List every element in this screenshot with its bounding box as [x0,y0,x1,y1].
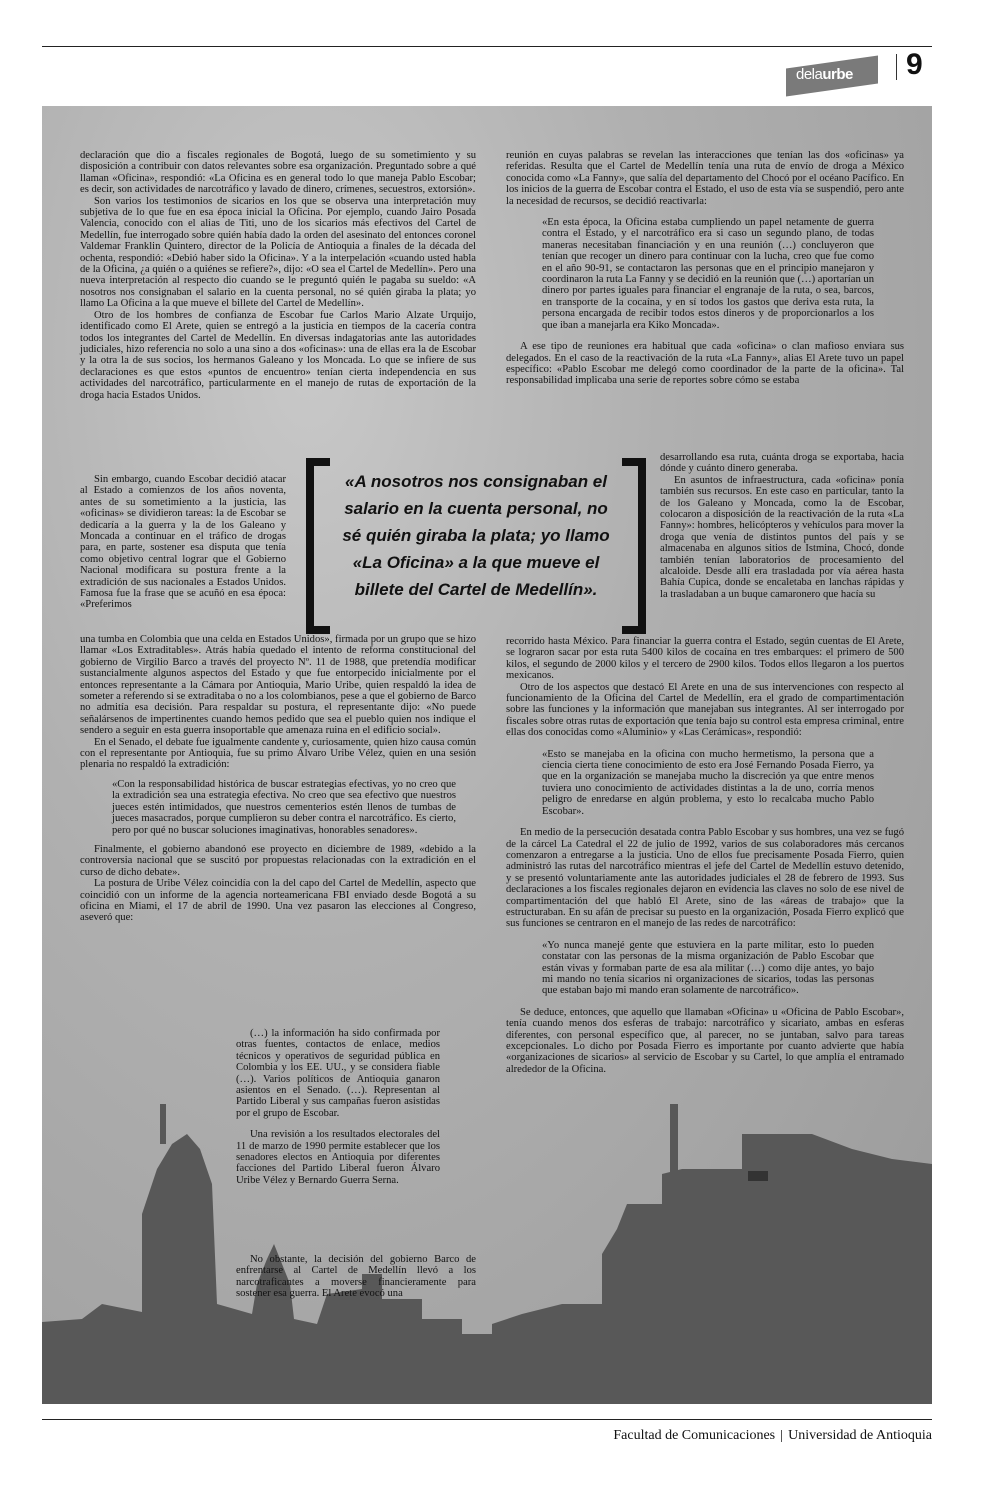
paragraph: En asuntos de infraestructura, cada «oficina» ponía también sus recursos. En este caso en particular, tanto la de los Galeano y Moncada, como la de Escobar, colocaron a disposición de la reactivación de la ruta «La Fanny»: hombres, helicópteros y vehículos para mover la droga que venía de distintos puntos del país y se almacenaba en algunos sitios de Istmina, Chocó, donde también tenían laboratorios de procesamiento del alcaloide. Desde allí era trasladada por vía aérea hasta Bahía Cupica, donde se encaletaba en lanchas rápidas y la trasladaban a un buque camaronero que hacía su [660,474,904,600]
right-bracket [622,458,646,634]
paragraph: A ese tipo de reuniones era habitual que cada «oficina» o clan mafioso enviara sus delegados. En el caso de la reactivación de la ruta «La Fanny», alias El Arete tuvo un papel específico: «Pablo Escobar me delegó como coordinador de la parte de la oficina». Tal responsabilidad implicaba una serie de reportes sobre cómo se estaba [506,341,904,387]
paragraph: En el Senado, el debate fue igualmente candente y, curiosamente, quien hizo causa común con el representante por Antioquia, fue su primo Álvaro Uribe Vélez, quien en una sesión plenaria no respaldó la extradición: [80,736,476,771]
left-bracket [306,458,330,634]
footer [613,1428,932,1444]
paragraph: Son varios los testimonios de sicarios en los que se observa una interpretación muy subjetiva de lo que fue en esa época inicial la Oficina. Por ejemplo, cuando Jairo Posada Valencia, conocido con el alias de Titi, uno de los sicarios más efectivos del Cartel de Medellín, fue interrogado sobre quién había dado la orden del asesinato del entonces coronel Valdemar Franklin Quintero, director de la Policía de Antioquia a finales de la década del ochenta, respondió: «Debió haber sido la Oficina». Y a la interpelación «cuando usted habla de la Oficina, ¿a quién o a quiénes se refiere?», dijo: «O sea el Cartel de Medellín». Pero una nueva interpretación al respecto dio cuando se le preguntó quién le pagaba su sueldo: «A nosotros nos consignaban el salario en la cuenta personal, no sé quién giraba la plata; yo llamo La Oficina a la que mueve el billete del Cartel de Medellín». [80,195,476,310]
bottom-rule [42,1419,932,1420]
right-column-lower [506,636,904,1075]
block-quote: Una revisión a los resultados electorales del 11 de marzo de 1990 permite establecer que los senadores electos en Antioquia por diferentes facciones del Partido Liberal fueron Álvaro Uribe Vélez y Bernardo Guerra Serna. [236,1129,440,1186]
delaurbe-logo: delaurbe [786,52,886,96]
paragraph: Otro de los aspectos que destacó El Arete en una de sus intervenciones con respecto al funcionamiento de la Oficina del Cartel de Medellín, era el grado de compartimentación sobre las funciones y la información que manejaban sus integrantes. Al ser interrogado por fiscales sobre otras rutas de exportación que tenía bajo su control esta empresa criminal, entre ellas dos conocidas como «Aluminio» y «Las Cerámicas», respondió: [506,681,904,739]
pull-quote [306,458,646,618]
paragraph: No obstante, la decisión del gobierno Barco de enfrentarse al Cartel de Medellín llevó a los narcotraficantes a moverse financieramente para sostener esa guerra. El Arete evocó una [236,1254,476,1300]
paragraph: Finalmente, el gobierno abandonó ese proyecto en diciembre de 1989, «debido a la controversia nacional que se suscitó por propuestas relacionadas con la extradición en el curso de dicho debate». [80,843,476,878]
block-quote: «Yo nunca manejé gente que estuviera en la parte militar, esto lo pueden constatar con las personas de la misma organización de Pablo Escobar que están vivas y formaban parte de esa ala militar (…) como dije antes, yo bajo mi mando no tenía sicarios ni organizaciones de sicarios, todas las personas que estaban bajo mi mando eran solamente de narcotráfico». [542,939,874,997]
paragraph: declaración que dio a fiscales regionales de Bogotá, luego de su sometimiento y su disposición a contribuir con datos relevantes sobre esa organización. Preguntado sobre a qué llaman «Oficina», respondió: «La Oficina es en general todo lo que maneja Pablo Escobar; es decir, son actividades de narcotráfico y lavado de dinero, crímenes, secuestros, extorsión». [80,150,476,196]
paragraph: reunión en cuyas palabras se revelan las interacciones que tenían las dos «oficinas» ya referidas. Resulta que el Cartel de Medellín tenía una ruta de envío de droga a México conocida como «La Fanny», que salía del departamento del Chocó por el océano Pacífico. En los inicios de la guerra de Escobar contra el Estado, el uso de esta vía se suspendió, pero ante la necesidad de recursos, se decidió reactivarla: [506,150,904,207]
header-separator [896,54,897,80]
footer-university: Universidad de Antioquia [788,1428,932,1443]
pull-quote-text: «A nosotros nos consignaban el salario en la cuenta personal, no sé quién giraba la plata; yo llamo «La Oficina» a la que mueve el billete del Cartel de Medellín». [342,472,610,599]
right-column [506,150,904,387]
paragraph: Se deduce, entonces, que aquello que llamaban «Oficina» u «Oficina de Pablo Escobar», tenía cuando menos dos esferas de trabajo: narcotráfico y sicariato, ambas en esferas diferentes, con personal específico que, al parecer, no se juntaban, salvo para tareas excepcionales. Lo dicho por Posada Fierro es importante por cuanto advierte que había «organizaciones de sicarios» al servicio de Escobar y su Cartel, lo que amplía el entramado alrededor de la Oficina. [506,1006,904,1075]
left-column-lower [80,634,476,924]
block-quote: «Esto se manejaba en la oficina con mucho hermetismo, la persona que a ciencia cierta tiene conocimiento de esto era José Fernando Posada Fierro, ya que en la organización se manejaba mucho la discreción ya que entre menos tuviera uno conocimiento de actividades distintas a la de uno, corría menos peligro de enredarse en algún problema, y esto lo recalcaba mucho Pablo Escobar». [542,748,874,817]
paragraph: una tumba en Colombia que una celda en Estados Unidos», firmada por un grupo que se hizo llamar «Los Extraditables». Atrás había quedado el intento de reforma constitucional del gobierno de Virgilio Barco a través del proyecto Nº. 11 de 1988, que pretendía modificar sustancialmente algunos aspectos del Estado y que fue entorpecido inicialmente por el entonces representante a la Cámara por Antioquia, Mario Uribe, quien respaldó la idea de someter a referendo si se extraditaba o no a los colombianos, pese a que el gobierno de Barco no admitía esa decisión. Para respaldar su postura, el representante dijo: «No puede señalársenos de impertinentes cuando hemos pedido que sea el pueblo quien nos indique el sendero a seguir en esta guerra insoportable que amenaza ruina en el edificio social». [80,634,476,737]
page-number: 9 [906,48,923,81]
left-quote-column [236,1028,440,1186]
block-quote: «En esta época, la Oficina estaba cumpliendo un papel netamente de guerra contra el Estado, y el narcotráfico era si caso un segundo plano, de todas maneras necesitaban financiación y en una reunión (…) concluyeron que tenían que recoger un dinero para continuar con la lucha, creo que fue como en el año 90-91, se contactaron las personas que en el principio manejaron y coordinaron la ruta La Fanny y se decidió en la reunión que (…) aportarían un dinero por partes iguales para financiar el engranaje de la ruta, o sea, barcos, en transporte de la cocaína, y en sí todos los gastos que deriva esta ruta, la persona encargada de recibir todos estos dineros y de proporcionarlos a los que iban a manejarla era Kiko Moncada». [542,217,874,331]
left-column [80,150,476,401]
left-narrow-column [80,474,286,611]
city-skyline-illustration [42,1074,932,1404]
block-quote: (…) la información ha sido confirmada por otras fuentes, contactos de enlace, medios técnicos y operativos de seguridad pública en Colombia y los EE. UU., y se considera fiable (…). Varios políticos de Antioquia ganaron asientos en el Senado. (…). Representan al Partido Liberal y sus campañas fueron asistidas por el grupo de Escobar. [236,1028,440,1119]
footer-faculty: Facultad de Comunicaciones [613,1428,776,1443]
right-narrow-column [660,452,904,600]
block-quote: «Con la responsabilidad histórica de buscar estrategias efectivas, yo no creo que la extradición sea una estrategia efectiva. No creo que sea efectivo que nuestros jueces estén intimidados, que nuestros cementerios estén llenos de tumbas de jueces masacrados, porque cumplieron su deber contra el narcotráfico. Es cierto, pero por qué no buscar soluciones imaginativas, honorables senadores». [112,778,456,836]
paragraph: Otro de los hombres de confianza de Escobar fue Carlos Mario Alzate Urquijo, identificado como El Arete, quien se entregó a la justicia en tiempos de la cacería contra todos los integrantes del Cartel de Medellín. En diversas indagatorias ante las autoridades judiciales, hizo referencia no solo a una sino a dos «oficinas»: una de ellas era la de Escobar y la otra la de sus socios, los hermanos Galeano y los Moncada. Lo que se infiere de sus declaraciones es que estos «puntos de encuentro» tenían cierta independencia en sus actividades del narcotráfico, particularmente en el manejo de rutas de exportación de la droga hacia Estados Unidos. [80,309,476,401]
paragraph: Sin embargo, cuando Escobar decidió atacar al Estado a comienzos de los años noventa, antes de su sometimiento a la justicia, las «oficinas» se dividieron tareas: la de Escobar se dedicaría a la guerra y la de los Galeano y Moncada a continuar en el tráfico de drogas para, en parte, sostener esa disputa que tenía como objetivo central lograr que el Gobierno Nacional modificara su postura frente a la extradición de sus nacionales a Estados Unidos. Famosa fue la frase que se acuñó en esa época: «Preferimos [80,474,286,611]
left-bottom-column [236,1254,476,1300]
top-rule [42,46,932,47]
paragraph: desarrollando esa ruta, cuánta droga se exportaba, hacia dónde y cuánto dinero generaba. [660,452,904,475]
paragraph: En medio de la persecución desatada contra Pablo Escobar y sus hombres, una vez se fugó de la cárcel La Catedral el 22 de julio de 1992, varios de sus colaboradores más cercanos comenzaron a entregarse a la justicia. Uno de ellos fue precisamente Posada Fierro, quien administró las rutas del narcotráfico mientras el jefe del Cartel de Medellín estuvo detenido, y se presentó voluntariamente ante las autoridades judiciales el 28 de febrero de 1993. Sus declaraciones a los fiscales regionales dejaron en evidencia las claves no solo de ese nivel de compartimentación del que habló El Arete, sino de las «áreas de trabajo» que la estructuraban. En su afán de precisar su puesto en la organización, Posada Fierro explicó que sus funciones se centraron en el manejo de las redes de narcotráfico: [506,827,904,930]
paragraph: La postura de Uribe Vélez coincidía con la del capo del Cartel de Medellín, aspecto que coincidió con un informe de la agencia norteamericana FBI enviado desde Bogotá a su oficina en Miami, el 17 de abril de 1990. Una vez pasaron las elecciones al Congreso, aseveró que: [80,878,476,924]
paragraph: recorrido hasta México. Para financiar la guerra contra el Estado, según cuentas de El Arete, se lograron sacar por esta ruta 5400 kilos de cocaína en tres embarques: el primero de 500 kilos, el segundo de 2000 kilos y el tercero de 2900 kilos. Todos ellos llegaron a los puertos mexicanos. [506,636,904,682]
end-mark-logo [748,1171,768,1181]
